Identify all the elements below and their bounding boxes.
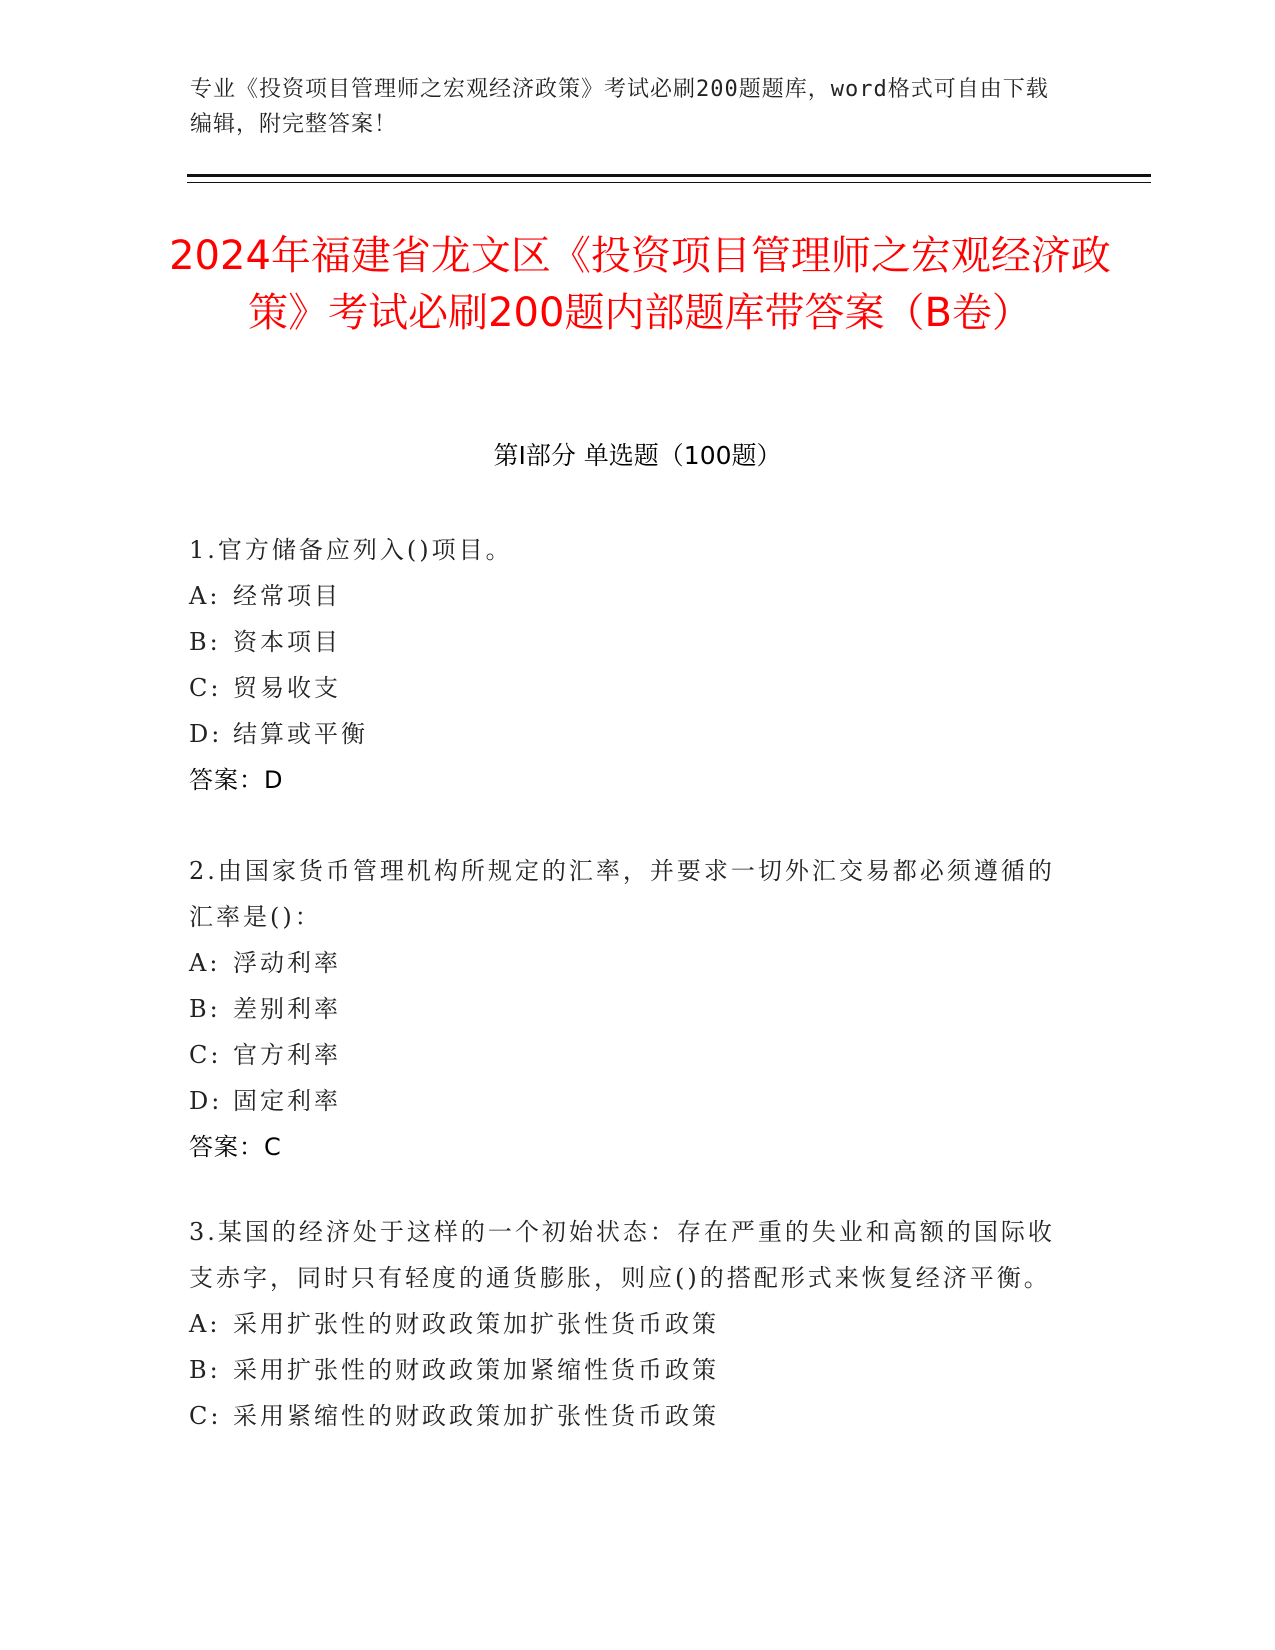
option-text: 结算或平衡 — [233, 720, 368, 748]
section-heading: 第Ⅰ部分 单选题（100题） — [493, 441, 782, 470]
option-text: 贸易收支 — [233, 674, 341, 702]
answer: 答案：D — [189, 766, 284, 794]
option-letter: D: — [189, 1087, 223, 1115]
document-title: 2024年福建省龙文区《投资项目管理师之宏观经济政策》考试必刷200题内部题库带答案（B卷） — [169, 233, 1111, 336]
option-letter: C: — [189, 674, 222, 702]
header-note: 专业《投资项目管理师之宏观经济政策》考试必刷200题题库，word格式可自由下载编辑，附完整答案！ — [190, 77, 1049, 137]
option-a — [189, 573, 1069, 619]
header-rule-thin — [187, 182, 1151, 183]
option-text: 浮动利率 — [233, 949, 341, 977]
question-stem: 3.某国的经济处于这样的一个初始状态：存在严重的失业和高额的国际收支赤字，同时只有轻度的通货膨胀，则应()的搭配形式来恢复经济平衡。 — [189, 1218, 1055, 1292]
option-b — [189, 1347, 1069, 1393]
option-letter: D: — [189, 720, 223, 748]
option-c — [189, 1032, 1069, 1078]
option-a — [189, 940, 1069, 986]
question-2 — [189, 848, 1069, 1170]
option-text: 固定利率 — [233, 1087, 341, 1115]
option-c — [189, 1393, 1069, 1439]
option-letter: B: — [189, 628, 221, 656]
option-letter: A: — [189, 949, 221, 977]
option-letter: C: — [189, 1041, 222, 1069]
option-letter: A: — [189, 1310, 221, 1338]
option-letter: A: — [189, 582, 221, 610]
question-stem: 1.官方储备应列入()项目。 — [189, 536, 513, 564]
option-text: 官方利率 — [233, 1041, 341, 1069]
option-text: 采用扩张性的财政政策加扩张性货币政策 — [233, 1310, 719, 1338]
option-c — [189, 665, 1069, 711]
option-text: 资本项目 — [233, 628, 341, 656]
option-letter: B: — [189, 1356, 221, 1384]
option-a — [189, 1301, 1069, 1347]
option-b — [189, 986, 1069, 1032]
option-text: 差别利率 — [233, 995, 341, 1023]
option-letter: B: — [189, 995, 221, 1023]
option-b — [189, 619, 1069, 665]
answer: 答案：C — [189, 1133, 282, 1161]
option-text: 经常项目 — [233, 582, 341, 610]
option-d — [189, 1078, 1069, 1124]
question-stem: 2.由国家货币管理机构所规定的汇率，并要求一切外汇交易都必须遵循的汇率是()： — [189, 857, 1055, 931]
option-d — [189, 711, 1069, 757]
header-rule-thick — [187, 174, 1151, 177]
question-1 — [189, 527, 1069, 803]
question-3 — [189, 1209, 1069, 1439]
option-letter: C: — [189, 1402, 222, 1430]
option-text: 采用扩张性的财政政策加紧缩性货币政策 — [233, 1356, 719, 1384]
option-text: 采用紧缩性的财政政策加扩张性货币政策 — [233, 1402, 719, 1430]
